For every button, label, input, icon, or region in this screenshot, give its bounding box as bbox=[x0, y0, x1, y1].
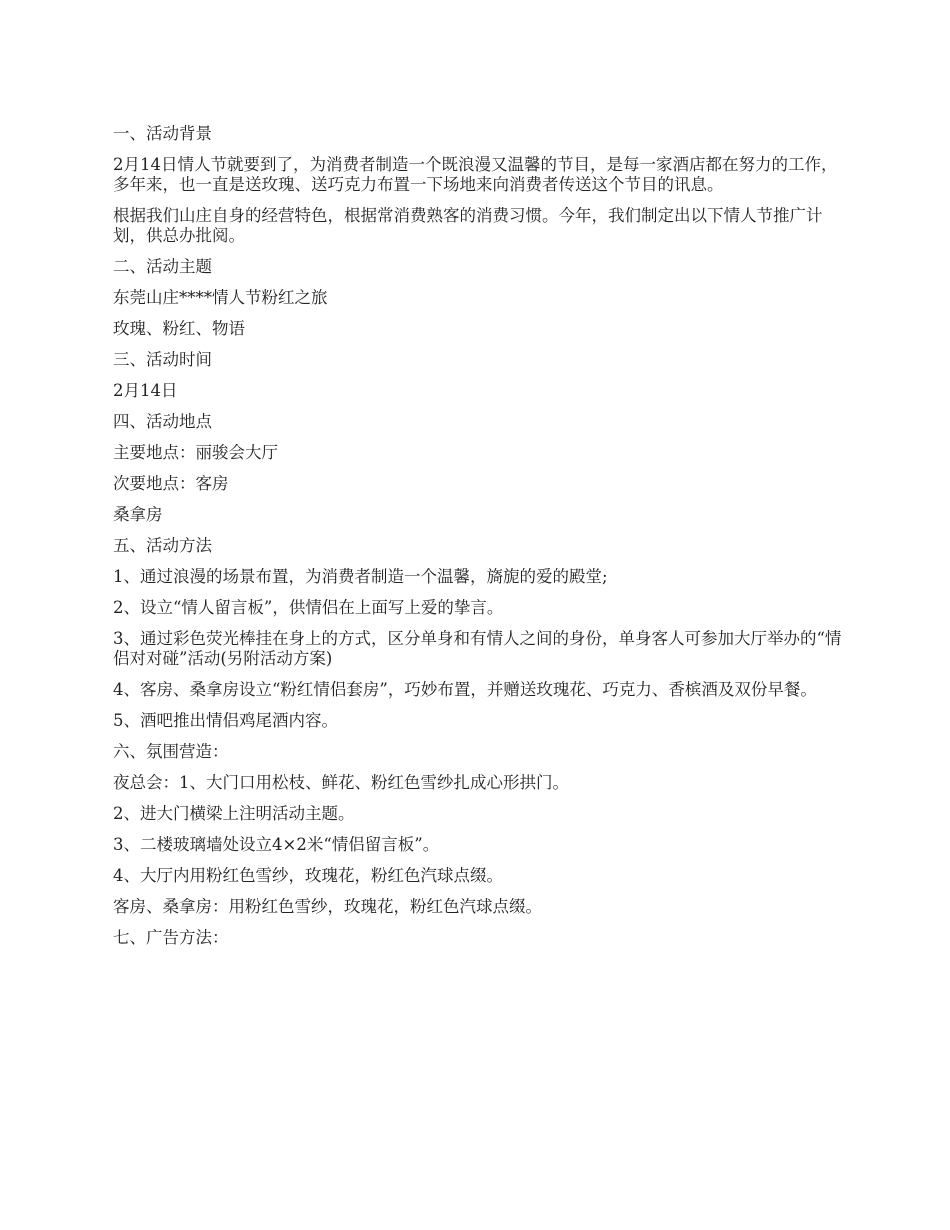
background-paragraph-2: 根据我们山庄自身的经营特色，根据常消费熟客的消费习惯。今年，我们制定出以下情人节推广计划，供总办批阅。 bbox=[113, 206, 823, 245]
section-heading-method: 五、活动方法 bbox=[113, 536, 212, 555]
atmosphere-item-2: 2、进大门横梁上注明活动主题。 bbox=[113, 804, 355, 823]
background-paragraph-1: 2月14日情人节就要到了，为消费者制造一个既浪漫又温馨的节目，是每一家酒店都在努力的工作，多年来，也一直是送玫瑰、送巧克力布置一下场地来向消费者传送这个节目的讯息。 bbox=[113, 155, 838, 194]
atmosphere-item-3: 3、二楼玻璃墙处设立4×2米“情侣留言板”。 bbox=[113, 835, 440, 854]
section-heading-location: 四、活动地点 bbox=[113, 412, 212, 431]
method-item-4: 4、客房、桑拿房设立“粉红情侣套房”，巧妙布置，并赠送玫瑰花、巧克力、香槟酒及双份早餐。 bbox=[113, 680, 817, 699]
method-item-5: 5、酒吧推出情侣鸡尾酒内容。 bbox=[113, 711, 338, 730]
section-heading-time: 三、活动时间 bbox=[113, 350, 212, 369]
method-item-1: 1、通过浪漫的场景布置，为消费者制造一个温馨，旖旎的爱的殿堂; bbox=[113, 567, 608, 586]
secondary-location: 次要地点：客房 bbox=[113, 474, 229, 493]
section-heading-atmosphere: 六、氛围营造： bbox=[113, 742, 229, 761]
main-location: 主要地点：丽骏会大厅 bbox=[113, 443, 278, 462]
atmosphere-item-4: 4、大厅内用粉红色雪纱，玫瑰花，粉红色汽球点缀。 bbox=[113, 866, 503, 885]
sauna-location: 桑拿房 bbox=[113, 505, 163, 524]
atmosphere-rooms: 客房、桑拿房：用粉红色雪纱，玫瑰花，粉红色汽球点缀。 bbox=[113, 897, 542, 916]
section-heading-advertising: 七、广告方法： bbox=[113, 928, 229, 947]
section-heading-background: 一、活动背景 bbox=[113, 124, 212, 143]
theme-keywords: 玫瑰、粉红、物语 bbox=[113, 319, 245, 338]
theme-title: 东莞山庄****情人节粉红之旅 bbox=[113, 288, 328, 307]
event-date: 2月14日 bbox=[113, 381, 178, 400]
method-item-2: 2、设立“情人留言板”，供情侣在上面写上爱的挚言。 bbox=[113, 598, 504, 617]
atmosphere-item-1: 夜总会：1、大门口用松枝、鲜花、粉红色雪纱扎成心形拱门。 bbox=[113, 773, 569, 792]
document-page bbox=[113, 124, 843, 959]
method-item-3: 3、通过彩色荧光棒挂在身上的方式，区分单身和有情人之间的身份，单身客人可参加大厅举办的“情侣对对碰”活动(另附活动方案) bbox=[113, 629, 842, 668]
section-heading-theme: 二、活动主题 bbox=[113, 257, 212, 276]
